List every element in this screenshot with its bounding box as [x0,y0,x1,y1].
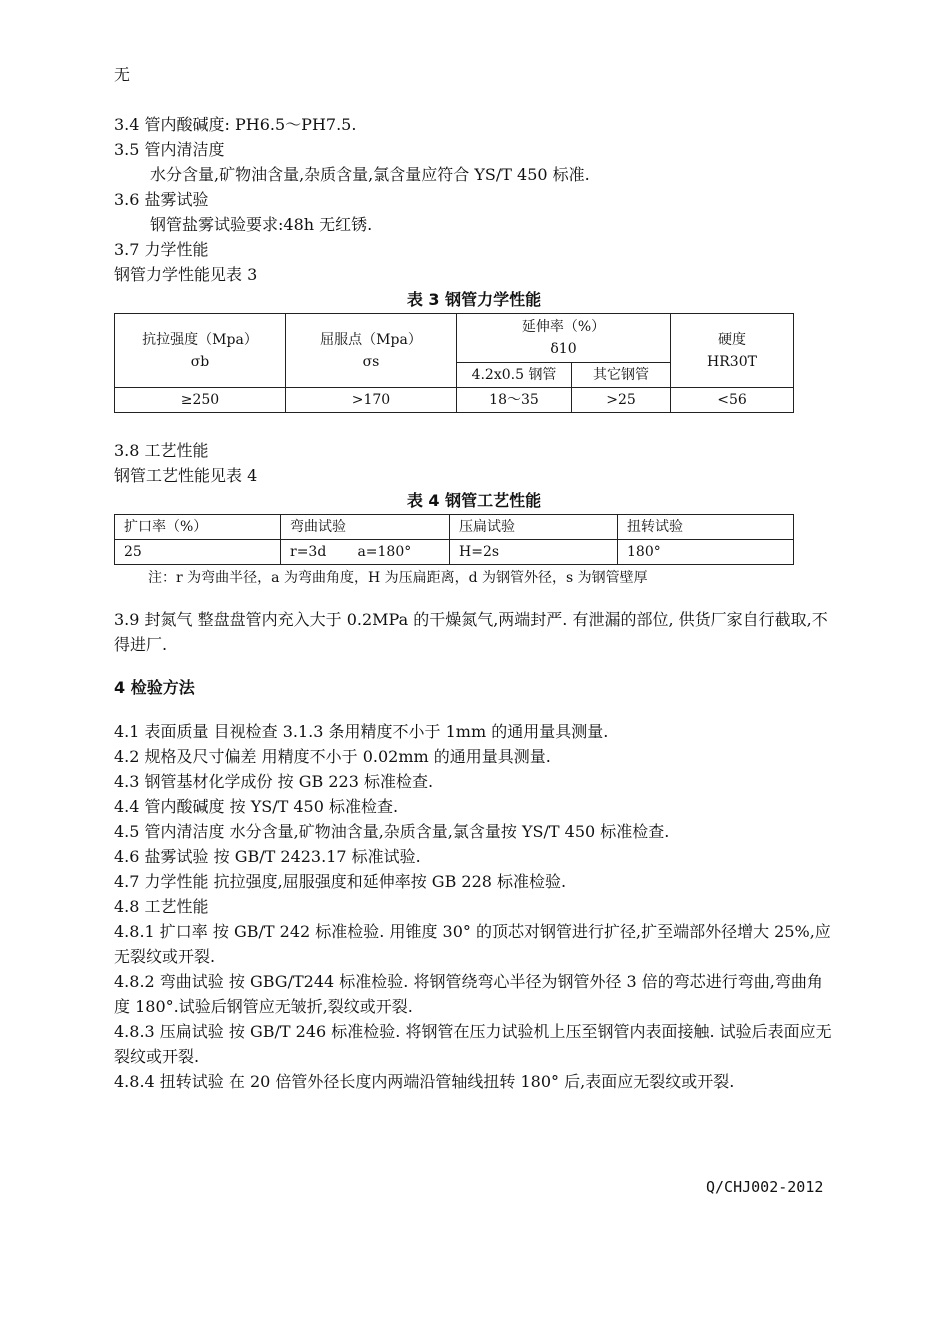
header-hardness: 硬度 HR30T [671,314,794,388]
value-elongation-4-2x0-5: 18～35 [457,388,572,413]
value-elongation-other: >25 [572,388,671,413]
value-torsion: 180° [618,540,794,565]
value-bending: r=3d a=180° [281,540,450,565]
header-tensile: 抗拉强度（Mpa） σb [115,314,286,388]
method-4-8-3: 4.8.3 压扁试验 按 GB/T 246 标准检验. 将钢管在压力试验机上压至钢管内表面接触. 试验后表面应无裂纹或开裂. [114,1022,832,1066]
section-3-8: 3.8 工艺性能 [114,441,209,460]
section-3-4: 3.4 管内酸碱度: PH6.5～PH7.5. [114,115,357,134]
spacer [114,657,834,673]
document-page [114,62,834,1094]
table-3-mechanical [114,313,794,413]
method-4-8-4: 4.8.4 扭转试验 在 20 倍管外径长度内两端沿管轴线扭转 180° 后,表面应无裂纹或开裂. [114,1072,735,1091]
method-4-8-1: 4.8.1 扩口率 按 GB/T 242 标准检验. 用锥度 30° 的顶芯对钢管进行扩径,扩至端部外径增大 25%,应无裂纹或开裂. [114,922,831,966]
method-4-6: 4.6 盐雾试验 按 GB/T 2423.17 标准试验. [114,847,421,866]
spacer [114,87,834,112]
value-flattening: H=2s [450,540,618,565]
method-4-8: 4.8 工艺性能 [114,897,209,916]
value-hardness: <56 [671,388,794,413]
value-yield: >170 [286,388,457,413]
header-yield: 屈服点（Mpa） σs [286,314,457,388]
table-4-caption: 表 4 钢管工艺性能 [406,491,542,510]
header-elongation: 延伸率（%） δ10 [457,314,671,363]
method-4-5: 4.5 管内清洁度 水分含量,矿物油含量,杂质含量,氯含量按 YS/T 450 标准检查. [114,822,670,841]
section-3-5: 3.5 管内清洁度 [114,140,225,159]
value-flaring: 25 [115,540,281,565]
table-4-process [114,514,794,565]
section-4-heading: 4 检验方法 [114,678,195,697]
table-4-note: 注：r 为弯曲半径，a 为弯曲角度，H 为压扁距离，d 为钢管外径，s 为钢管壁厚 [148,570,648,586]
header-bending: 弯曲试验 [281,515,450,540]
method-4-3: 4.3 钢管基材化学成份 按 GB 223 标准检查. [114,772,434,791]
section-3-5-body: 水分含量,矿物油含量,杂质含量,氯含量应符合 YS/T 450 标准. [150,165,590,184]
method-4-1: 4.1 表面质量 目视检查 3.1.3 条用精度不小于 1mm 的通用量具测量. [114,722,609,741]
spacer [114,703,834,719]
method-4-2: 4.2 规格及尺寸偏差 用精度不小于 0.02mm 的通用量具测量. [114,747,551,766]
section-3-9: 3.9 封氮气 整盘盘管内充入大于 0.2MPa 的干燥氮气,两端封严. 有泄漏的部位, 供货厂家自行截取,不得进厂. [114,610,828,654]
header-elongation-4-2x0-5: 4.2x0.5 钢管 [457,363,572,388]
header-torsion: 扭转试验 [618,515,794,540]
section-3-6: 3.6 盐雾试验 [114,190,209,209]
table-3-caption: 表 3 钢管力学性能 [406,290,542,309]
method-4-4: 4.4 管内酸碱度 按 YS/T 450 标准检查. [114,797,399,816]
method-4-7: 4.7 力学性能 抗拉强度,屈服强度和延伸率按 GB 228 标准检验. [114,872,567,891]
method-4-8-2: 4.8.2 弯曲试验 按 GBG/T244 标准检验. 将钢管绕弯心半径为钢管外径 3 倍的弯芯进行弯曲,弯曲角度 180°.试验后钢管应无皱折,裂纹或开裂. [114,972,823,1016]
spacer [114,413,834,438]
value-tensile: ≥250 [115,388,286,413]
section-3-7: 3.7 力学性能 [114,240,209,259]
section-3-8-body: 钢管工艺性能见表 4 [114,466,258,485]
document-code-footer: Q/CHJ002-2012 [706,1178,824,1196]
section-3-6-body: 钢管盐雾试验要求:48h 无红锈. [150,215,373,234]
header-elongation-other: 其它钢管 [572,363,671,388]
spacer [114,591,834,607]
top-text: 无 [114,65,131,84]
header-flattening: 压扁试验 [450,515,618,540]
section-3-7-body: 钢管力学性能见表 3 [114,265,258,284]
header-flaring: 扩口率（%） [115,515,281,540]
